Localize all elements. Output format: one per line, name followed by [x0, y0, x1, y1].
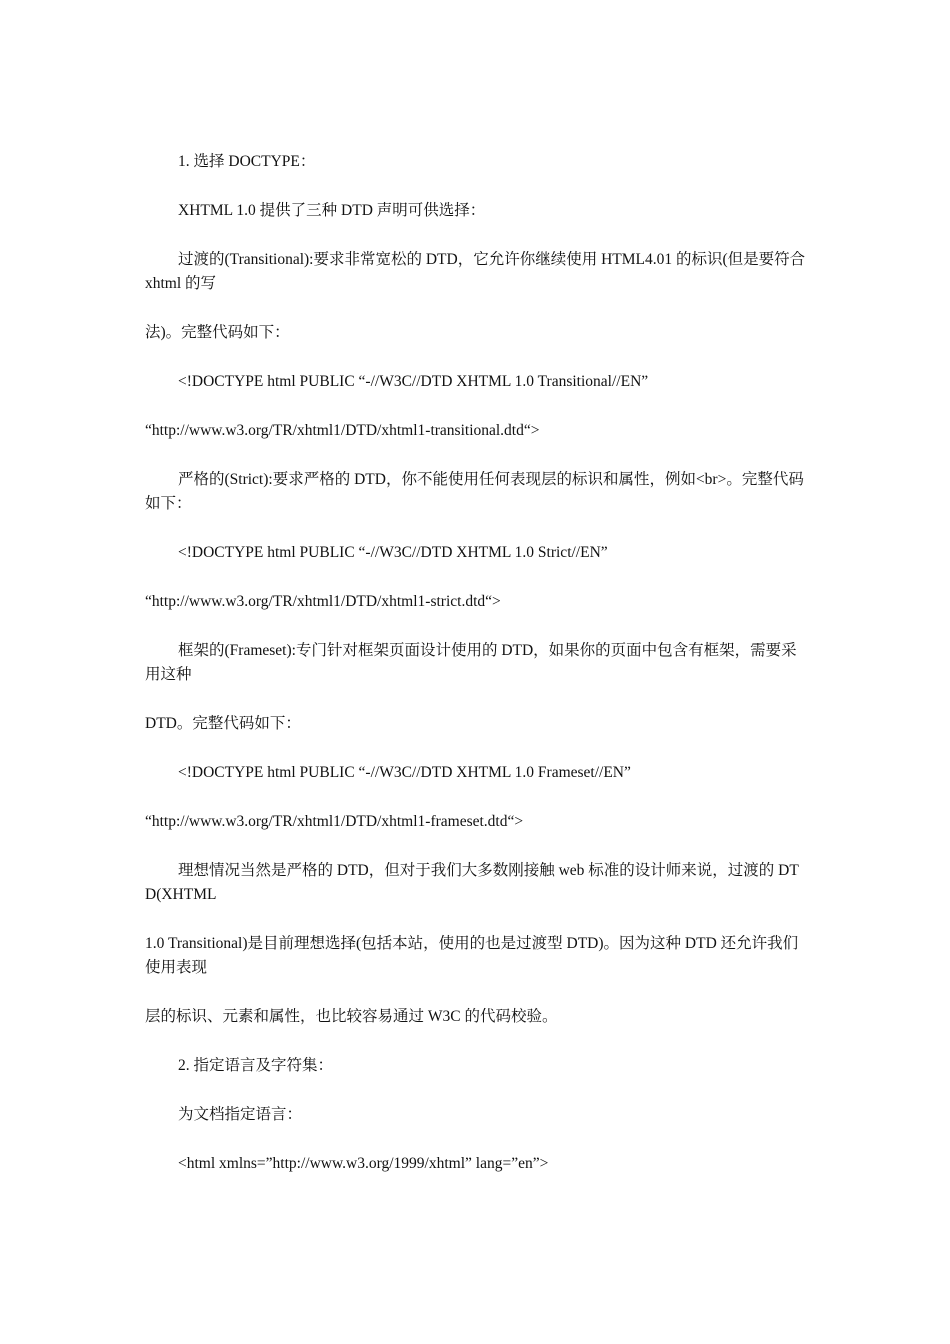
code-strict-line2: “http://www.w3.org/TR/xhtml1/DTD/xhtml1-strict.dtd“>: [145, 593, 501, 610]
paragraph-transitional-cont: 法)。完整代码如下：: [145, 324, 290, 341]
paragraph-ideal: 理想情况当然是严格的 DTD，但对于我们大多数刚接触 web 标准的设计师来说，过渡的 DTD(XHTML: [145, 862, 799, 903]
paragraph-dtd-intro: XHTML 1.0 提供了三种 DTD 声明可供选择：: [178, 202, 486, 219]
code-transitional-line1: <!DOCTYPE html PUBLIC “-//W3C//DTD XHTML 1.0 Transitional//EN”: [178, 373, 649, 390]
code-transitional-line2: “http://www.w3.org/TR/xhtml1/DTD/xhtml1-transitional.dtd“>: [145, 422, 540, 439]
document-page: [145, 150, 807, 1201]
code-frameset-line2: “http://www.w3.org/TR/xhtml1/DTD/xhtml1-frameset.dtd“>: [145, 813, 524, 830]
paragraph-transitional: 过渡的(Transitional):要求非常宽松的 DTD，它允许你继续使用 HTML4.01 的标识(但是要符合 xhtml 的写: [145, 251, 806, 292]
code-frameset-line1: <!DOCTYPE html PUBLIC “-//W3C//DTD XHTML 1.0 Frameset//EN”: [178, 764, 631, 781]
paragraph-ideal-cont1: 1.0 Transitional)是目前理想选择(包括本站，使用的也是过渡型 DTD)。因为这种 DTD 还允许我们使用表现: [145, 935, 799, 976]
heading-doctype: 1. 选择 DOCTYPE：: [178, 153, 316, 170]
paragraph-frameset-cont: DTD。完整代码如下：: [145, 715, 301, 732]
heading-language-charset: 2. 指定语言及字符集：: [178, 1057, 334, 1074]
paragraph-frameset: 框架的(Frameset):专门针对框架页面设计使用的 DTD，如果你的页面中包含有框架，需要采用这种: [145, 642, 797, 683]
code-strict-line1: <!DOCTYPE html PUBLIC “-//W3C//DTD XHTML 1.0 Strict//EN”: [178, 544, 608, 561]
paragraph-ideal-cont2: 层的标识、元素和属性，也比较容易通过 W3C 的代码校验。: [145, 1008, 558, 1025]
code-html-lang: <html xmlns=”http://www.w3.org/1999/xhtml” lang=”en”>: [178, 1155, 549, 1172]
paragraph-language: 为文档指定语言：: [178, 1106, 303, 1123]
paragraph-strict: 严格的(Strict):要求严格的 DTD，你不能使用任何表现层的标识和属性，例如<br>。完整代码如下：: [145, 471, 804, 512]
